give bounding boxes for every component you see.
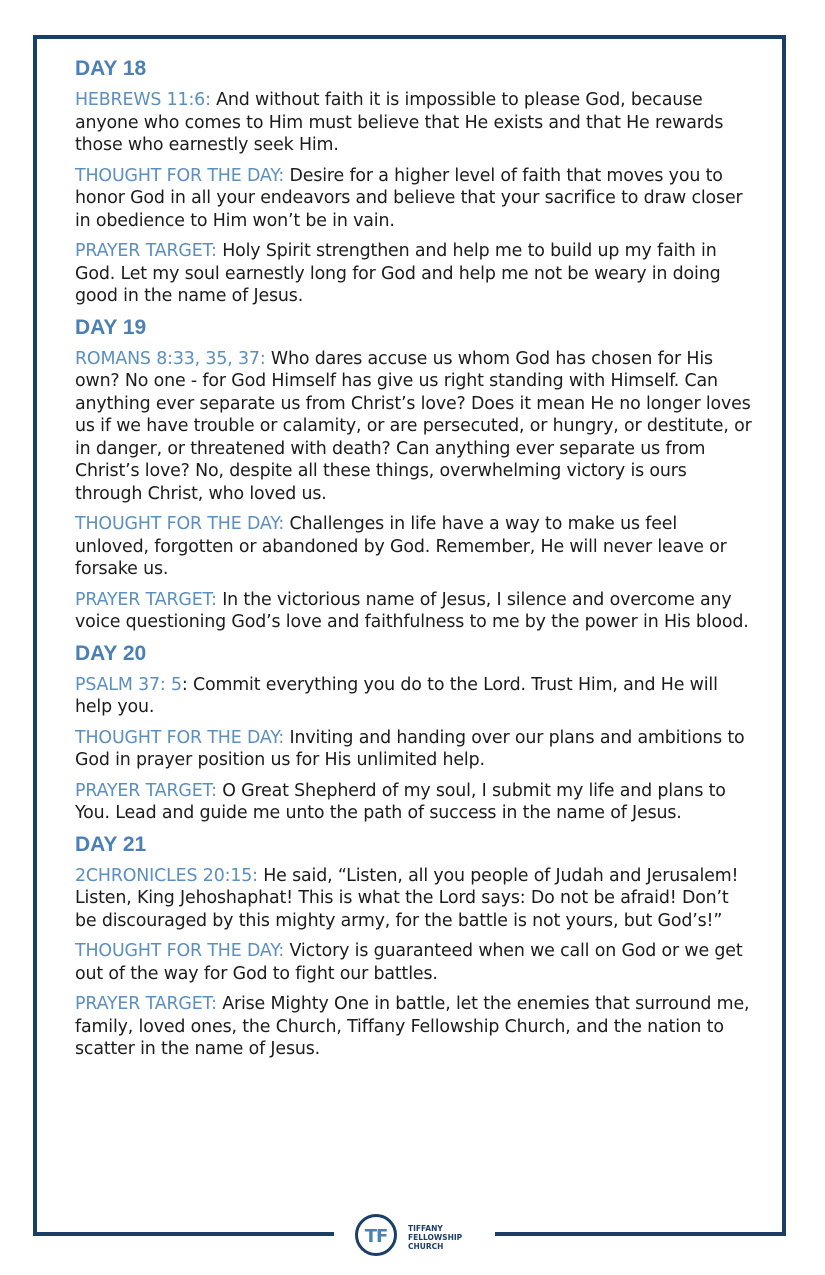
day-21-section [75, 833, 755, 1061]
scripture-reference: ROMANS 8:33, 35, 37: [75, 348, 266, 369]
scripture-reference: 2CHRONICLES 20:15: [75, 865, 258, 886]
thought-text: Desire for a higher level of faith that moves you to honor God in all your endeavors and believe that your sacrifice to draw closer in obedience to Him won’t be in vain. [75, 165, 743, 231]
thought-label: THOUGHT FOR THE DAY: [75, 727, 285, 748]
logo-wordmark [408, 1224, 462, 1251]
thought-label: THOUGHT FOR THE DAY: [75, 165, 285, 186]
prayer-text: Holy Spirit strengthen and help me to build up my faith in God. Let my soul earnestly long for God and help me not be weary in doing good in the name of Jesus. [75, 241, 721, 306]
day-heading: DAY 20 [75, 641, 147, 665]
scripture-reference: PSALM 37: 5 [75, 674, 182, 695]
scripture-paragraph [75, 674, 755, 719]
day-heading: DAY 18 [75, 57, 147, 80]
scripture-paragraph [75, 89, 755, 157]
logo-line-1: TIFFANY [408, 1224, 443, 1233]
day-18-section [75, 57, 755, 308]
scripture-paragraph [75, 348, 755, 506]
devotional-content [75, 57, 755, 1069]
prayer-paragraph [75, 589, 755, 634]
logo-circle-icon [355, 1214, 397, 1256]
thought-label: THOUGHT FOR THE DAY: [75, 941, 285, 961]
bottom-rule-left [33, 1232, 334, 1236]
scripture-paragraph [75, 865, 755, 933]
day-19-section [75, 316, 755, 634]
day-heading: DAY 21 [75, 832, 147, 856]
thought-paragraph [75, 513, 755, 581]
prayer-label: PRAYER TARGET: [75, 780, 217, 801]
thought-text: Challenges in life have a way to make us feel unloved, forgotten or abandoned by God. Remember, He will never leave or forsake us. [75, 514, 727, 579]
thought-paragraph [75, 165, 755, 233]
prayer-paragraph [75, 240, 755, 308]
prayer-label: PRAYER TARGET: [75, 241, 217, 261]
scripture-text: He said, “Listen, all you people of Judah and Jerusalem! Listen, King Jehoshaphat! This is what the Lord says: Do not be afraid! Don’t be discouraged by this mighty army, for the battle is not yours, but God’s!” [75, 865, 739, 931]
scripture-text: : Commit everything you do to the Lord. Trust Him, and He will help you. [75, 674, 718, 717]
scripture-text: Who dares accuse us whom God has chosen for His own? No one - for God Himself has give us right standing with Himself. Can anything ever separate us from Christ’s love? Does it mean He no longer loves us if we have trouble or calamity, or are persecuted, or hungry, or destitute, or in danger, or threatened with death? Can anything ever separate us from Christ’s love? No, despite all these things, overwhelming victory is ours through Christ, who loved us. [75, 348, 752, 504]
prayer-text: O Great Shepherd of my soul, I submit my life and plans to You. Lead and guide me unto the path of success in the name of Jesus. [75, 780, 726, 823]
thought-paragraph [75, 727, 755, 772]
logo-monogram: TF [364, 1226, 388, 1247]
prayer-text: In the victorious name of Jesus, I silence and overcome any voice questioning God’s love and faithfulness to me by the power in His blood. [75, 589, 749, 632]
day-20-section [75, 642, 755, 825]
scripture-text: And without faith it is impossible to please God, because anyone who comes to Him must believe that He exists and that He rewards those who earnestly seek Him. [75, 90, 724, 155]
logo-line-2: FELLOWSHIP [408, 1233, 463, 1242]
prayer-paragraph [75, 993, 755, 1061]
logo-line-3: CHURCH [408, 1242, 444, 1251]
bottom-rule-right [495, 1232, 786, 1236]
day-heading: DAY 19 [75, 315, 147, 339]
prayer-label: PRAYER TARGET: [75, 589, 217, 610]
prayer-text: Arise Mighty One in battle, let the enemies that surround me, family, loved ones, the Church, Tiffany Fellowship Church, and the nation to scatter in the name of Jesus. [75, 994, 750, 1059]
thought-text: Victory is guaranteed when we call on God or we get out of the way for God to fight our battles. [75, 941, 743, 984]
thought-paragraph [75, 940, 755, 985]
prayer-label: PRAYER TARGET: [75, 994, 217, 1014]
church-logo [353, 1212, 483, 1262]
thought-text: Inviting and handing over our plans and ambitions to God in prayer position us for His unlimited help. [75, 727, 745, 770]
thought-label: THOUGHT FOR THE DAY: [75, 514, 285, 534]
prayer-paragraph [75, 780, 755, 825]
scripture-reference: HEBREWS 11:6: [75, 90, 211, 110]
